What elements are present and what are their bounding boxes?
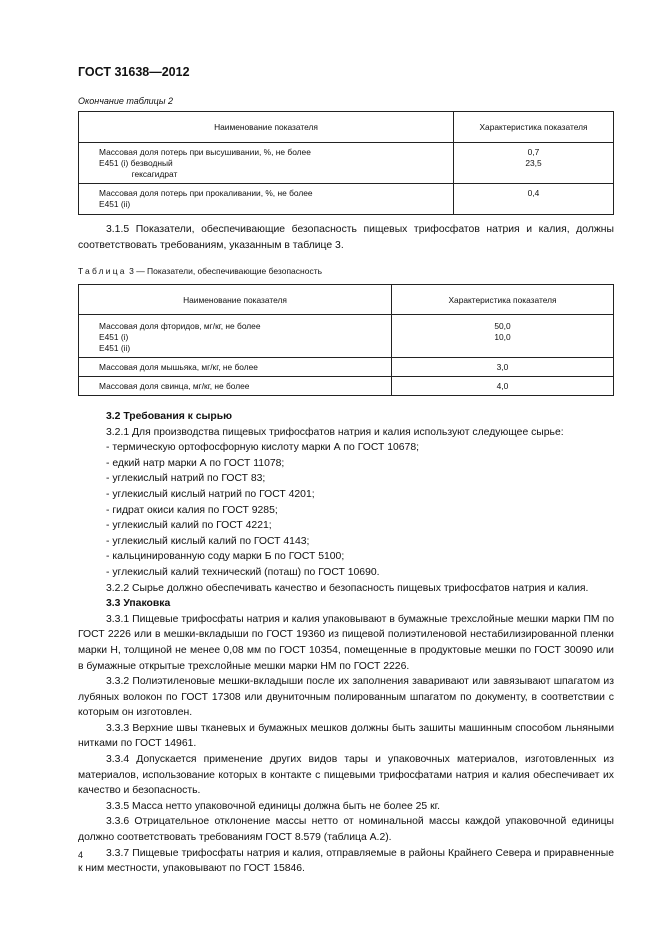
paragraph-3-2-1: 3.2.1 Для производства пищевых трифосфатов натрия и калия используют следующее сырье: bbox=[106, 426, 564, 438]
table-row bbox=[79, 184, 614, 215]
table3-row3-name: Массовая доля свинца, мг/кг, не более bbox=[79, 377, 392, 396]
list-item: - едкий натр марки А по ГОСТ 11078; bbox=[106, 457, 285, 469]
list-item: - углекислый кислый натрий по ГОСТ 4201; bbox=[106, 488, 315, 500]
document-header: ГОСТ 31638—2012 bbox=[78, 65, 190, 79]
table2-header-value: Характеристика показателя bbox=[454, 112, 614, 143]
table2-row2-value2: 0,4 bbox=[527, 188, 540, 198]
table2-row1-line3: гексагидрат bbox=[99, 169, 178, 179]
table2-row1-value3: 23,5 bbox=[525, 158, 542, 168]
paragraph-3-3-2: 3.3.2 Полиэтиленовые мешки-вкладыши после их заполнения заваривают или завязывают шпагатом из лубяных волокон по ГОСТ 17308 или двуниточным полированным шпагатом по документу, в соответствии с которым он изготовлен. bbox=[78, 676, 614, 719]
table-3 bbox=[78, 284, 614, 396]
paragraph-3-2-2: 3.2.2 Сырье должно обеспечивать качество и безопасность пищевых трифосфатов натрия и калия. bbox=[106, 582, 589, 594]
table3-header-name: Наименование показателя bbox=[79, 285, 392, 315]
table3-caption bbox=[78, 266, 322, 276]
table3-row1-line3: E451 (ii) bbox=[99, 343, 131, 353]
section-3-3-heading: 3.3 Упаковка bbox=[106, 598, 171, 610]
paragraph-3-3-6: 3.3.6 Отрицательное отклонение массы нетто от номинальной массы каждой упаковочной единицы должно соответствовать требованиям ГОСТ 8.579 (таблица А.2). bbox=[78, 816, 614, 844]
list-item: - углекислый натрий по ГОСТ 83; bbox=[106, 473, 266, 485]
paragraph-3-3-1: 3.3.1 Пищевые трифосфаты натрия и калия упаковывают в бумажные трехслойные мешки марки ПМ по ГОСТ 2226 или в мешки-вкладыши по ГОСТ 19360 из пищевой полиэтиленовой нестабилизированной пленки марки Н, толщиной не менее 0,08 мм по ГОСТ 10354, помещенные в продуктовые мешки по ГОСТ 30090 или в бумажные открытые трехслойные мешки марки НМ по ГОСТ 2226. bbox=[78, 613, 614, 672]
table2-row2-line2: E451 (ii) bbox=[99, 199, 131, 209]
table-row bbox=[79, 143, 614, 184]
page-number: 4 bbox=[78, 850, 84, 860]
table-row bbox=[79, 315, 614, 358]
table2-row1-line1: Массовая доля потерь при высушивании, %, не более bbox=[99, 147, 311, 157]
table3-header-value: Характеристика показателя bbox=[392, 285, 614, 315]
list-item: - углекислый калий технический (поташ) по ГОСТ 10690. bbox=[106, 566, 380, 578]
list-item: - гидрат окиси калия по ГОСТ 9285; bbox=[106, 504, 278, 516]
table-row bbox=[79, 377, 614, 396]
table3-caption-word: Таблица bbox=[78, 266, 127, 276]
table-2 bbox=[78, 111, 614, 215]
list-item: - углекислый кислый калий по ГОСТ 4143; bbox=[106, 535, 310, 547]
paragraph-3-1-5 bbox=[78, 222, 614, 253]
paragraph-3-1-5-text: 3.1.5 Показатели, обеспечивающие безопасность пищевых трифосфатов натрия и калия, должны соответствовать требованиям, указанным в таблице 3. bbox=[78, 224, 614, 251]
table-row bbox=[79, 358, 614, 377]
table3-row2-value: 3,0 bbox=[392, 358, 614, 377]
section-3-2 bbox=[78, 409, 614, 877]
table3-row3-value: 4,0 bbox=[392, 377, 614, 396]
table3-caption-rest: 3 — Показатели, обеспечивающие безопасность bbox=[129, 266, 323, 276]
table3-row1-value3: 10,0 bbox=[494, 332, 511, 342]
list-item: - углекислый калий по ГОСТ 4221; bbox=[106, 520, 272, 532]
paragraph-3-3-3: 3.3.3 Верхние швы тканевых и бумажных мешков должны быть зашиты машинным способом льняными нитками по ГОСТ 14961. bbox=[78, 722, 614, 750]
table3-row1-line1: Массовая доля фторидов, мг/кг, не более bbox=[99, 321, 261, 331]
list-item: - кальцинированную соду марки Б по ГОСТ 5100; bbox=[106, 551, 345, 563]
section-3-2-heading: 3.2 Требования к сырью bbox=[106, 411, 233, 422]
list-item: - термическую ортофосфорную кислоту марки А по ГОСТ 10678; bbox=[106, 442, 419, 454]
table3-row1-value2: 50,0 bbox=[494, 321, 511, 331]
table2-row1-line2: E451 (i) безводный bbox=[99, 158, 173, 168]
table2-caption: Окончание таблицы 2 bbox=[78, 96, 173, 106]
table3-row1-line2: E451 (i) bbox=[99, 332, 129, 342]
table2-header-name: Наименование показателя bbox=[79, 112, 454, 143]
table2-row2-line1: Массовая доля потерь при прокаливании, %, не более bbox=[99, 188, 313, 198]
paragraph-3-3-4: 3.3.4 Допускается применение других видов тары и упаковочных материалов, изготовленных из материалов, использование которых в контакте с пищевыми трифосфатами натрия и калия обеспечивает их качество и безопасность. bbox=[78, 754, 614, 797]
table3-row2-name: Массовая доля мышьяка, мг/кг, не более bbox=[79, 358, 392, 377]
paragraph-3-3-5: 3.3.5 Масса нетто упаковочной единицы должна быть не более 25 кг. bbox=[106, 800, 441, 812]
table2-row1-value2: 0,7 bbox=[527, 147, 540, 157]
paragraph-3-3-7: 3.3.7 Пищевые трифосфаты натрия и калия, отправляемые в районы Крайнего Севера и приравненные к ним местности, упаковывают по ГОСТ 15846. bbox=[78, 847, 614, 875]
